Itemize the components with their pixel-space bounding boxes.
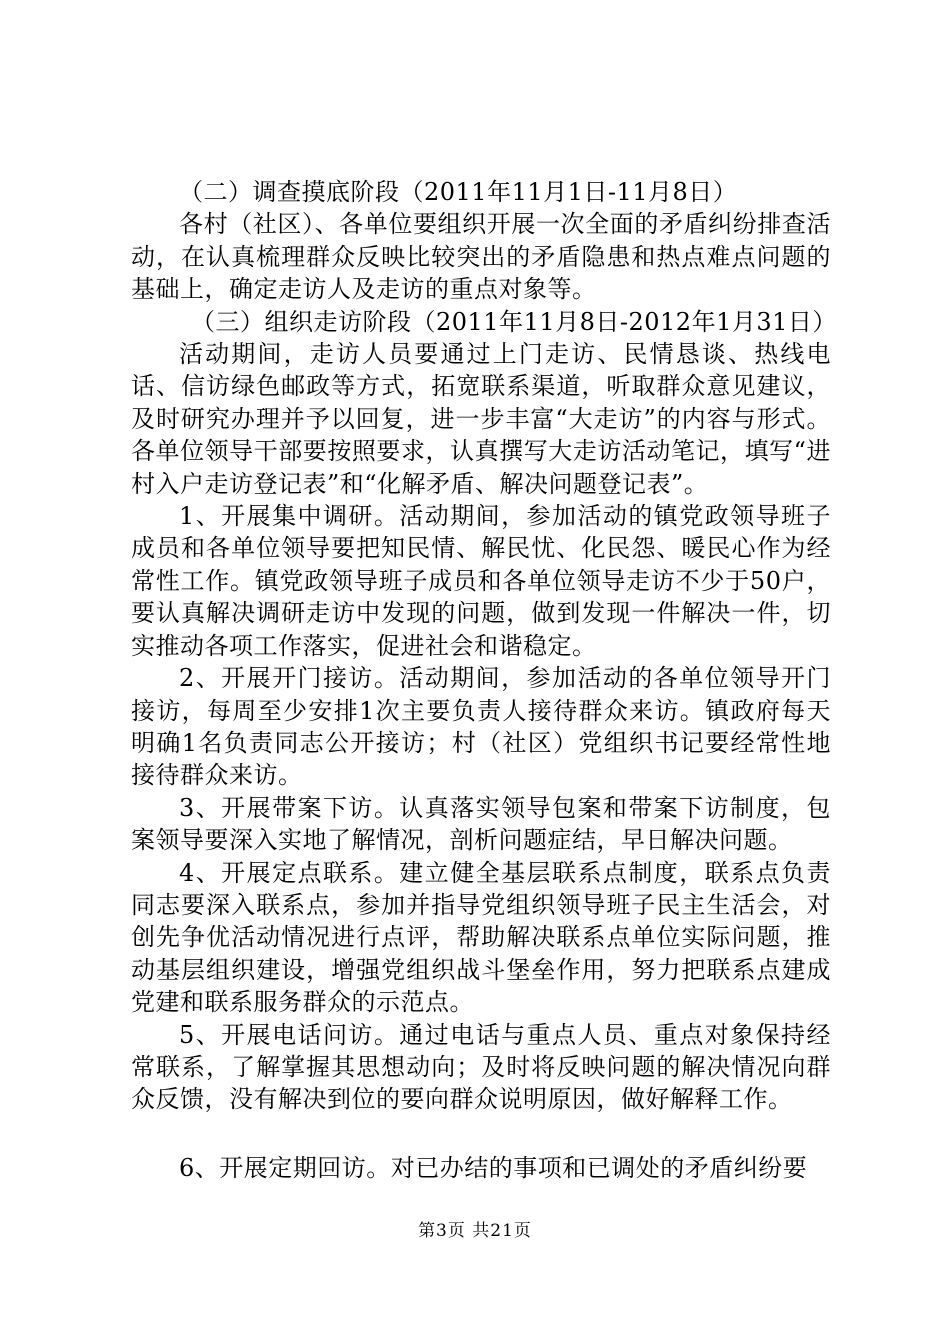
list-item-6: 6、开展定期回访。对已办结的事项和已调处的矛盾纠纷要 xyxy=(179,1153,808,1182)
list-item-1: 1、开展集中调研。活动期间，参加活动的镇党政领导班子成员和各单位领导要把知民情、解民忧、化民怨、暖民心作为经常性工作。镇党政领导班子成员和各单位领导走访不少于50户，要认真解决调研走访中发现的问题，做到发现一件解决一件，切实推动各项工作落实，促进社会和谐稳定。 xyxy=(131,502,831,660)
page-footer: 第3页 共21页 xyxy=(418,1221,532,1241)
paragraph: 各村（社区）、各单位要组织开展一次全面的矛盾纠纷排查活动，在认真梳理群众反映比较突出的矛盾隐患和热点难点问题的基础上，确定走访人及走访的重点对象等。 xyxy=(131,210,831,304)
section-heading-2: （二）调查摸底阶段（2011年11月1日-11月8日） xyxy=(179,178,738,206)
list-item-4: 4、开展定点联系。建立健全基层联系点制度，联系点负责同志要深入联系点，参加并指导党组织领导班子民主生活会，对创先争优活动情况进行点评，帮助解决联系点单位实际问题，推动基层组织建设，增强党组织战斗堡垒作用，努力把联系点建成党建和联系服务群众的示范点。 xyxy=(131,858,831,1017)
section-heading-3: （三）组织走访阶段（2011年11月8日-2012年1月31日） xyxy=(191,307,837,336)
list-item-3: 3、开展带案下访。认真落实领导包案和带案下访制度，包案领导要深入实地了解情况，剖析问题症结，早日解决问题。 xyxy=(131,793,831,855)
list-item-2: 2、开展开门接访。活动期间，参加活动的各单位领导开门接访，每周至少安排1次主要负责人接待群众来访。镇政府每天明确1名负责同志公开接访；村（社区）党组织书记要经常性地接待群众来访。 xyxy=(131,664,831,790)
document-body xyxy=(131,176,837,1184)
paragraph: 活动期间，走访人员要通过上门走访、民情恳谈、热线电话、信访绿色邮政等方式，拓宽联系渠道，听取群众意见建议，及时研究办理并予以回复，进一步丰富“大走访”的内容与形式。各单位领导干部要按照要求，认真撰写大走访活动笔记，填写“进村入户走访登记表”和“化解矛盾、解决问题登记表”。 xyxy=(131,340,831,498)
list-item-5: 5、开展电话问访。通过电话与重点人员、重点对象保持经常联系，了解掌握其思想动向；及时将反映问题的解决情况向群众反馈，没有解决到位的要向群众说明原因，做好解释工作。 xyxy=(131,1020,831,1114)
